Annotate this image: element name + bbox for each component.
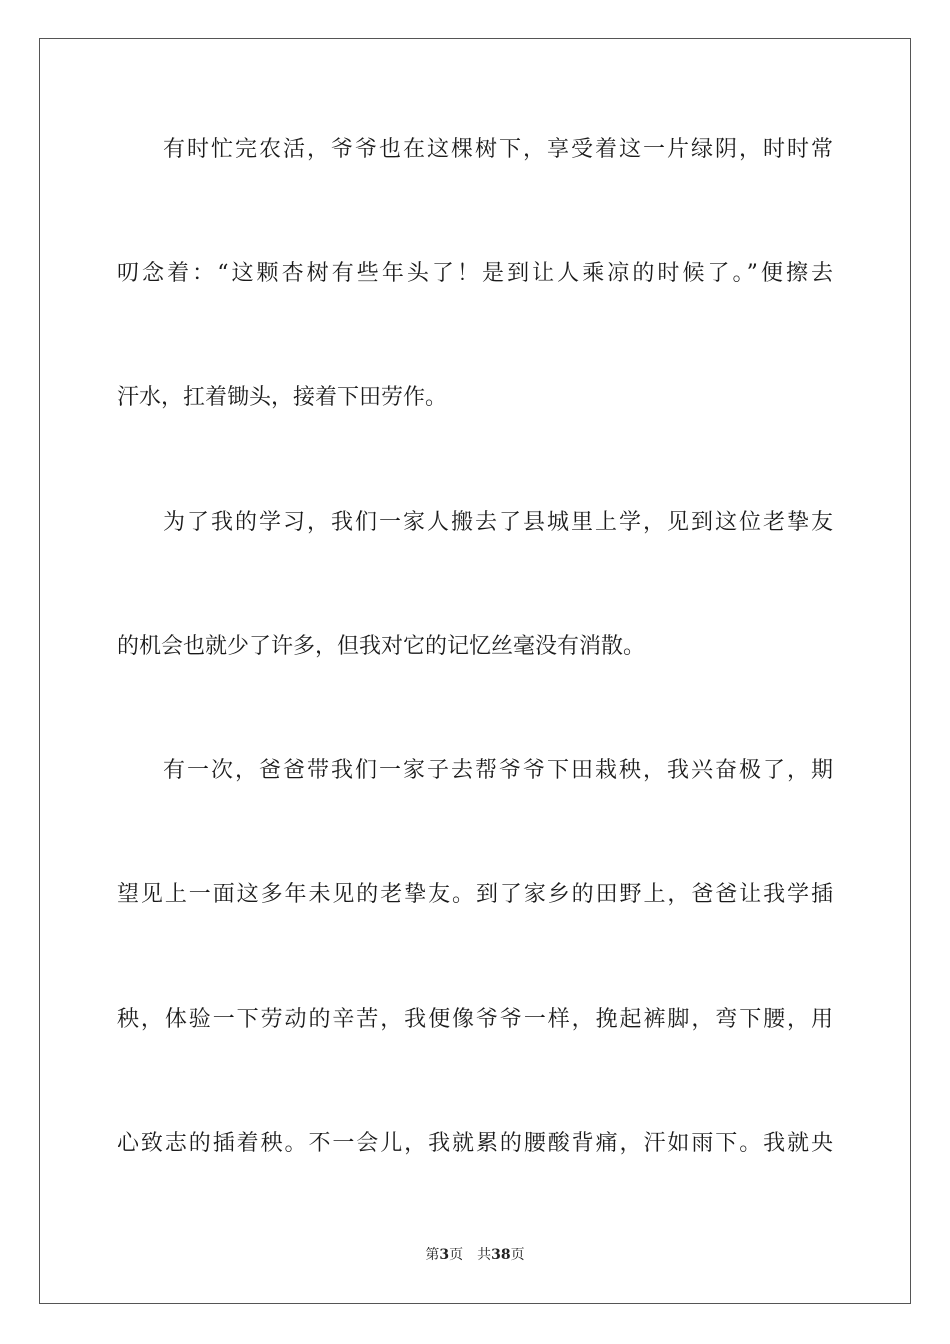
text-line-7: 望见上一面这多年未见的老挚友。到了家乡的田野上，爸爸让我学插 [117,882,833,907]
text-line-3: 汗水，扛着锄头，接着下田劳作。 [117,385,448,410]
text-line-8: 秧，体验一下劳动的辛苦，我便像爷爷一样，挽起裤脚，弯下腰，用 [117,1007,833,1032]
text-line-9: 心致志的插着秧。不一会儿，我就累的腰酸背痛，汗如雨下。我就央 [117,1131,833,1156]
page-border [39,38,911,1304]
total-suffix: 页 [510,1247,525,1263]
total-prefix: 共 [477,1247,492,1263]
page-footer [0,1245,950,1265]
total-pages: 38 [491,1247,511,1263]
text-line-4: 为了我的学习，我们一家人搬去了县城里上学，见到这位老挚友 [163,510,833,535]
page-number: 3 [439,1247,450,1263]
page-suffix: 页 [449,1247,464,1263]
text-line-1: 有时忙完农活，爷爷也在这棵树下，享受着这一片绿阴，时时常 [163,137,833,162]
text-line-2: 叨念着：“这颗杏树有些年头了！是到让人乘凉的时候了。”便擦去 [117,261,833,286]
page-prefix: 第 [425,1247,440,1263]
text-line-5: 的机会也就少了许多，但我对它的记忆丝毫没有消散。 [117,634,646,659]
text-line-6: 有一次，爸爸带我们一家子去帮爷爷下田栽秧，我兴奋极了，期 [163,758,833,783]
